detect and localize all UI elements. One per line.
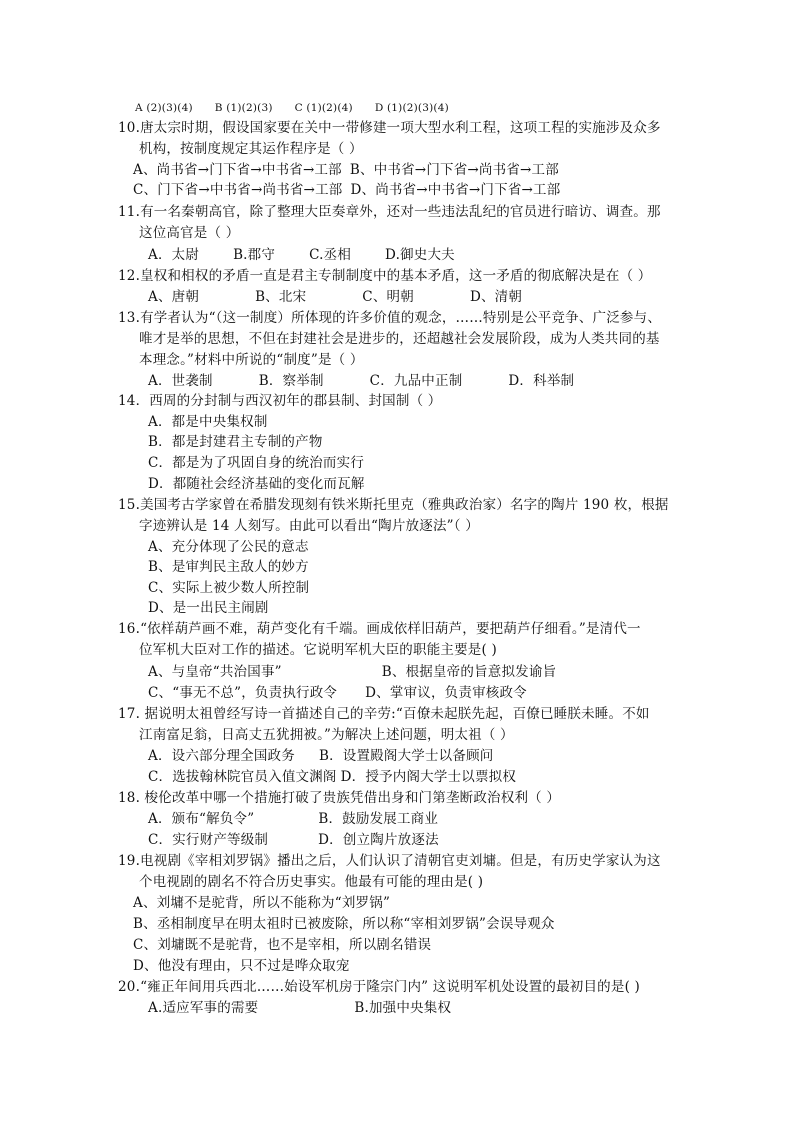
q13-option-d: D．科举制 [508, 373, 575, 389]
q17-options-ab [148, 746, 493, 766]
q9-option-c: C (1)(2)(4) [294, 102, 353, 114]
q12-option-a: A、唐朝 [148, 289, 200, 305]
q15-option-b: B、是审判民主敌人的妙方 [148, 559, 309, 575]
q17-stem-line-2: 江南富足翁，日高丈五犹拥被。”为解决上述问题，明太祖（ ） [139, 727, 514, 743]
q13-stem-line-2: 唯才是举的思想，不但在封建社会是进步的，还超越社会发展阶段，成为人类共同的基 [139, 331, 660, 347]
q10-stem-line-2: 机构，按制度规定其运作程序是（ ） [139, 141, 363, 157]
q19-option-b: B、丞相制度早在明太祖时已被废除，所以称“宰相刘罗锅”会误导观众 [133, 916, 555, 932]
q11-options [148, 245, 455, 265]
q17-option-c: C．选拔翰林院官员入值文渊阁 [148, 769, 337, 785]
q14-option-d: D．都随社会经济基础的变化而瓦解 [148, 476, 365, 492]
q20-options-ab [148, 998, 451, 1018]
q16-options-ab [148, 662, 556, 682]
q13-option-a: A．世袭制 [148, 373, 213, 389]
q11-stem-line-1: 11.有一名秦朝高官，除了整理大臣奏章外，还对一些违法乱纪的官员进行暗访、调查。那 [118, 204, 661, 220]
q20-option-a: A.适应军事的需要 [148, 1000, 259, 1016]
q16-option-c: C、“事无不总”，负责执行政令 [148, 685, 338, 701]
q14-option-b: B．都是封建君主专制的产物 [148, 434, 323, 450]
q9-option-a: A (2)(3)(4) [135, 102, 193, 114]
q16-option-b: B、根据皇帝的旨意拟发谕旨 [381, 664, 557, 680]
q17-option-a: A．设六部分理全国政务 [148, 748, 295, 764]
q11-option-b: B.郡守 [233, 247, 276, 263]
q18-options-cd [148, 830, 439, 850]
q10-option-a: A、尚书省→门下省→中书省→工部 [133, 162, 342, 178]
q12-options [148, 287, 522, 307]
q10-stem-line-1: 10.唐太宗时期，假设国家要在关中一带修建一项大型水利工程，这项工程的实施涉及众多 [118, 120, 661, 136]
q16-stem-line-2: 位军机大臣对工作的描述。它说明军机大臣的职能主要是( ) [139, 642, 497, 658]
q16-options-cd [148, 683, 527, 703]
q19-stem-line-2: 个电视剧的剧名不符合历史事实。他最有可能的理由是( ) [139, 874, 484, 890]
q17-options-cd [148, 767, 516, 787]
q11-option-c: C.丞相 [309, 247, 352, 263]
q11-stem-line-2: 这位高官是（ ） [139, 225, 240, 241]
q13-stem-line-1: 13.有学者认为“（这一制度）所体现的许多价值的观念，……特别是公平竞争、广泛参与、 [118, 310, 662, 326]
q18-option-b: B．鼓励发展工商业 [318, 811, 439, 827]
q16-stem-line-1: 16.“依样葫芦画不难，葫芦变化有千端。画成依样旧葫芦，要把葫芦仔细看。”是清代一 [118, 621, 641, 637]
q9-option-b: B (1)(2)(3) [214, 102, 273, 114]
q14-option-a: A．都是中央集权制 [148, 414, 268, 430]
q19-option-a: A、刘墉不是驼背，所以不能称为“刘罗锅” [133, 895, 391, 911]
q17-option-b: B．设置殿阁大学士以备顾问 [318, 748, 494, 764]
q13-option-b: B．察举制 [258, 373, 324, 389]
q12-option-b: B、北宋 [255, 289, 307, 305]
q16-option-d: D、掌审议，负责审核政令 [365, 685, 527, 701]
q19-stem-line-1: 19.电视剧《宰相刘罗锅》播出之后，人们认识了清朝官吏刘墉。但是，有历史学家认为这 [118, 853, 661, 869]
q16-option-a: A、与皇帝“共治国事” [148, 664, 282, 680]
q13-options [148, 371, 574, 391]
q15-stem-line-1: 15.美国考古学家曾在希腊发现刻有铁米斯托里克（雅典政治家）名字的陶片 190 枚，根据 [118, 497, 669, 513]
q15-option-c: C、实际上被少数人所控制 [148, 580, 310, 596]
q15-option-d: D、是一出民主闹剧 [148, 600, 269, 616]
q10-options-cd [133, 180, 560, 200]
q19-option-c: C、刘墉既不是驼背，也不是宰相，所以剧名错误 [133, 937, 432, 953]
q10-option-b: B、中书省→门下省→尚书省→工部 [349, 162, 559, 178]
q12-stem: 12.皇权和相权的矛盾一直是君主专制制度中的基本矛盾，这一矛盾的彻底解决是在（ ） [118, 268, 652, 284]
q13-option-c: C．九品中正制 [369, 373, 463, 389]
q18-option-a: A．颁布“解负令” [148, 811, 255, 827]
q19-option-d: D、他没有理由，只不过是哗众取宠 [133, 958, 350, 974]
q18-stem: 18. 梭伦改革中哪一个措施打破了贵族凭借出身和门第垄断政治权利（ ） [118, 790, 561, 806]
q15-stem-line-2: 字迹辨认是 14 人刻写。由此可以看出“陶片放逐法”（ ） [139, 518, 479, 534]
q10-option-d: D、尚书省→中书省→门下省→工部 [350, 182, 561, 198]
q9-options [135, 98, 449, 118]
q10-option-c: C、门下省→中书省→尚书省→工部 [133, 182, 343, 198]
q13-stem-line-3: 本理念。”材料中所说的“制度”是（ ） [139, 352, 364, 368]
q18-options-ab [148, 809, 438, 829]
q17-stem-line-1: 17. 据说明太祖曾经写诗一首描述自己的辛劳:“百僚未起朕先起，百僚已睡朕未睡。不如 [118, 706, 650, 722]
q10-options-ab [133, 160, 559, 180]
q12-option-d: D、清朝 [469, 289, 523, 305]
q14-option-c: C．都是为了巩固自身的统治而实行 [148, 455, 365, 471]
q12-option-c: C、明朝 [362, 289, 414, 305]
q20-option-b: B.加强中央集权 [354, 1000, 452, 1016]
q20-stem: 20.“雍正年间用兵西北……始设军机房于隆宗门内” 这说明军机处设置的最初目的是( ) [118, 979, 640, 995]
q11-option-a: A．太尉 [148, 247, 200, 263]
q14-stem: 14．西周的分封制与西汉初年的郡县制、封国制（ ） [118, 393, 442, 409]
q18-option-c: C．实行财产等级制 [148, 832, 269, 848]
q17-option-d: D．授予内阁大学士以票拟权 [340, 769, 517, 785]
q9-option-d: D (1)(2)(3)(4) [374, 102, 449, 114]
q15-option-a: A、充分体现了公民的意志 [148, 539, 309, 555]
q18-option-d: D．创立陶片放逐法 [318, 832, 439, 848]
q11-option-d: D.御史大夫 [385, 247, 455, 263]
